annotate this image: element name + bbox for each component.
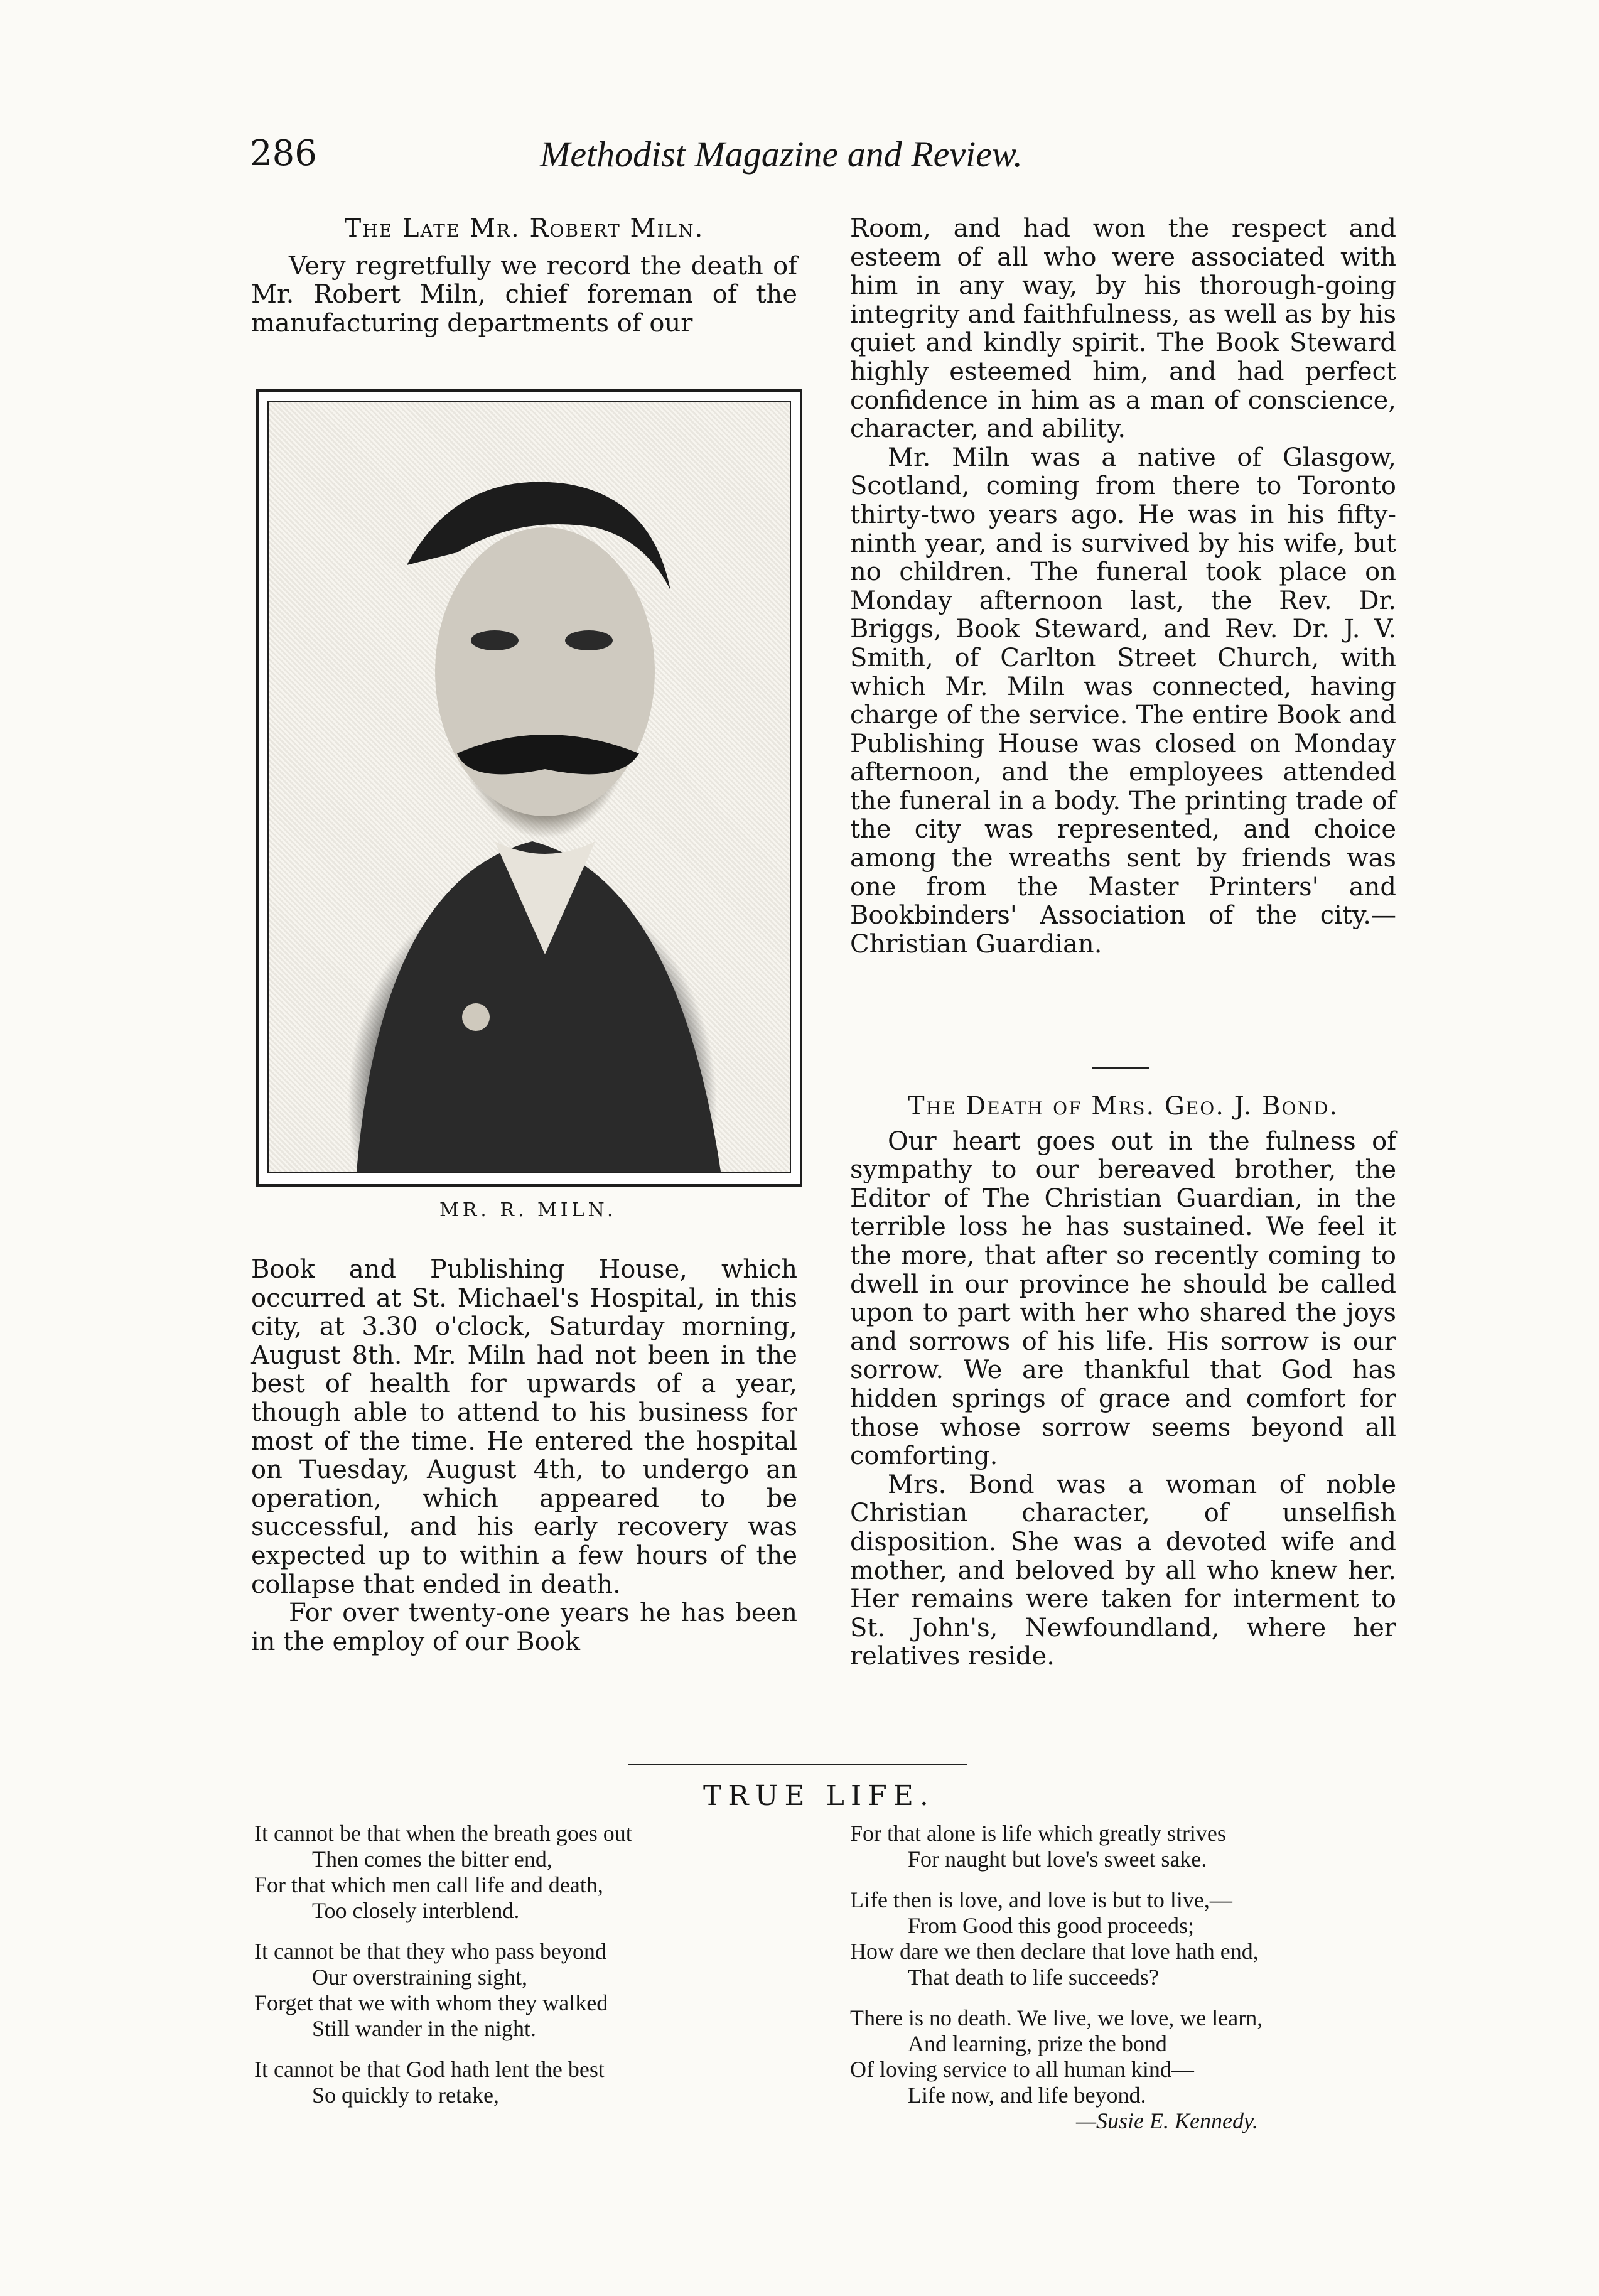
poem-line: It cannot be that when the breath goes out [254,1821,632,1846]
poem-line: There is no death. We live, we love, we learn, [850,2005,1263,2030]
bond-para2: Mrs. Bond was a woman of noble Christian character, of unselfish disposition. She was a devoted wife and mother, and beloved by all who knew her. Her remains were taken for interment to St. John's, Newfoundland, where her relatives reside. [850,1470,1396,1671]
poem-line: How dare we then declare that love hath end, [850,1939,1259,1964]
poem-line: For that alone is life which greatly strives [850,1821,1226,1846]
poem-line: Too closely interblend. [312,1898,520,1923]
milne-para2-start: For over twenty-one years he has been in the employ of our Book [251,1598,797,1656]
photo-caption: MR. R. MILN. [439,1199,617,1221]
section-divider [1092,1067,1149,1069]
milne-body-left [251,1256,797,1656]
milne-para2-continued: Room, and had won the respect and esteem of all who were associated with him in any way, by his thorough-going integrity and faithfulness, as well as by his quiet and kindly spirit. The Book Steward highly esteemed him, and had perfect confidence in him as a man of conscience, character, and ability. [850,214,1396,444]
poem-line: It cannot be that God hath lent the best [254,2057,605,2082]
poem-stanza [254,1939,807,2042]
page-number: 286 [250,133,317,174]
poem-line: Life now, and life beyond. [908,2083,1146,2108]
poem-right-column [850,1821,1415,2149]
poem-line: Forget that we with whom they walked [254,1990,608,2015]
bond-heading: The Death of Mrs. Geo. J. Bond. [907,1092,1339,1121]
poem-line: So quickly to retake, [312,2083,499,2108]
poem-line: Life then is love, and love is but to live,— [850,1887,1232,1912]
portrait-photo [256,389,802,1187]
poem-divider [628,1764,967,1765]
poem-line: For that which men call life and death, [254,1872,603,1897]
portrait-image [267,401,791,1173]
poem-line: Of loving service to all human kind— [850,2057,1194,2082]
poem-stanza [850,2005,1415,2134]
bond-article [850,1092,1396,1671]
poem-line: Our overstraining sight, [312,1965,527,1990]
milne-heading: The Late Mr. Robert Miln. [344,214,704,243]
milne-para1-start: Very regretfully we record the death of Mr. Robert Miln, chief foreman of the manufacturing departments of our [251,251,797,338]
poem-stanza [254,2057,807,2108]
milne-para3: Mr. Miln was a native of Glasgow, Scotland, coming from there to Toronto thirty-two years ago. He was in his fifty-ninth year, and is survived by his wife, but no children. The funeral took place on Monday afternoon last, the Rev. Dr. Briggs, Book Steward, and Rev. Dr. J. V. Smith, of Carlton Street Church, with which Mr. Miln was connected, having charge of the service. The entire Book and Publishing House was closed on Monday afternoon, and the employees attended the funeral in a body. The printing trade of the city was represented, and choice among the wreaths sent by friends was one from the Master Printers' and Bookbinders' Association of the city.—Christian Guardian. [850,443,1396,959]
poem-signature: —Susie E. Kennedy. [1076,2108,1258,2133]
poem-stanza [850,1821,1415,1872]
poem-line: From Good this good proceeds; [908,1913,1194,1938]
milne-body-right [850,215,1396,959]
poem-stanza [850,1887,1415,1990]
poem-line: It cannot be that they who pass beyond [254,1939,606,1964]
poem-line: And learning, prize the bond [908,2031,1167,2056]
poem-line: That death to life succeeds? [908,1965,1159,1990]
magazine-title: Methodist Magazine and Review. [540,134,1023,175]
milne-intro-block [251,215,797,338]
poem-line: For naught but love's sweet sake. [908,1846,1207,1872]
poem-stanza [254,1821,807,1924]
bond-para1: Our heart goes out in the fulness of sympathy to our bereaved brother, the Editor of The Christian Guardian, in the terrible loss he has sustained. We feel it the more, that after so recently coming to dwell in our province he should be called upon to part with her who shared the joys and sorrows of his life. His sorrow is our sorrow. We are thankful that God has hidden springs of grace and comfort for those whose sorrow seems beyond all comforting. [850,1126,1396,1471]
milne-para1-continued: Book and Publishing House, which occurred at St. Michael's Hospital, in this city, at 3.30 o'clock, Saturday morning, August 8th. Mr. Miln had not been in the best of health for upwards of a year, though able to attend to his business for most of the time. He entered the hospital on Tuesday, August 4th, to undergo an operation, which appeared to be successful, and his early recovery was expected up to within a few hours of the collapse that ended in death. [251,1255,797,1599]
poem-line: Still wander in the night. [312,2016,536,2041]
poem-left-column [254,1821,807,2123]
poem-title: TRUE LIFE. [703,1780,935,1812]
poem-line: Then comes the bitter end, [312,1846,552,1872]
